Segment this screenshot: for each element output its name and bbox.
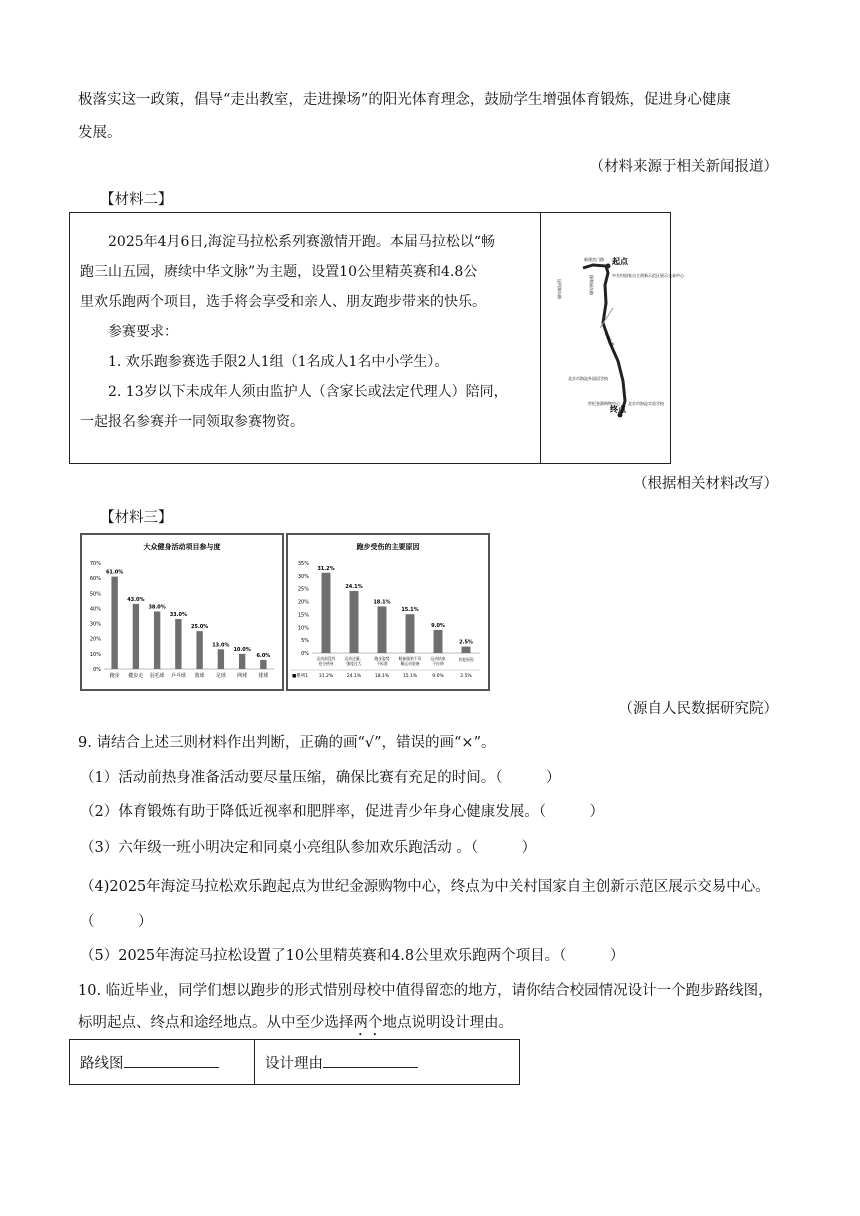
- y-tick-label: 0%: [93, 667, 101, 673]
- table-value: 2.5%: [460, 674, 472, 679]
- y-tick-label: 35%: [297, 561, 309, 567]
- x-tick-label: 运动过量、: [344, 656, 364, 661]
- x-tick-label: 足球: [215, 673, 226, 679]
- bar: [260, 660, 266, 669]
- x-tick-label: 跑步姿势: [374, 656, 390, 661]
- material3-tag: 【材料三】: [100, 510, 173, 526]
- x-tick-label-cont: 强度过大: [346, 661, 362, 666]
- y-tick-label: 5%: [301, 638, 309, 645]
- data-label: 13.0%: [212, 642, 230, 649]
- chart-participation-svg: [82, 535, 282, 689]
- reason-blank[interactable]: [323, 1053, 418, 1068]
- bar: [378, 606, 387, 653]
- data-label: 61.0%: [105, 569, 124, 576]
- q10-emphasis: 两个: [353, 1015, 383, 1031]
- y-tick-label: 60%: [89, 576, 101, 583]
- chart-injury: [286, 533, 490, 691]
- route-map: [548, 233, 684, 443]
- map-label-1: 颐和园东路: [589, 275, 594, 295]
- x-tick-label-cont: 充分热身: [318, 661, 334, 666]
- map-start: 起点: [612, 257, 628, 266]
- bar: [322, 573, 331, 653]
- data-label: 24.1%: [345, 584, 363, 591]
- y-tick-label: 10%: [297, 625, 309, 632]
- x-tick-label: 羽毛球: [149, 673, 165, 679]
- data-label: 9.0%: [431, 622, 445, 629]
- material2-box: [69, 212, 684, 464]
- data-label: 38.0%: [148, 604, 166, 611]
- data-label: 2.5%: [459, 639, 473, 646]
- series-label: ■系列1: [292, 674, 309, 679]
- bar: [175, 619, 181, 669]
- q10-line-1: 10. 临近毕业，同学们想以跑步的形式惜别母校中值得留恋的地方，请你结合校园情况设计一个跑步路线图，: [78, 983, 773, 999]
- route-blank[interactable]: [124, 1053, 219, 1068]
- x-tick-label: 鞋袜服装不穿: [398, 656, 422, 661]
- q9-item-5: （5）2025年海淀马拉松设置了10公里精英赛和4.8公里欢乐跑两个项目。（ ）: [80, 948, 625, 964]
- bar: [239, 654, 245, 669]
- map-start-place: 中关村国家自主创新示范区展示交易中心: [612, 273, 684, 278]
- reason-cell[interactable]: [255, 1040, 520, 1085]
- x-tick-label: 网球: [237, 673, 248, 679]
- x-tick-label: 健步走: [128, 673, 144, 679]
- y-tick-label: 20%: [89, 636, 101, 643]
- chart-title: 跑步受伤的主要原因: [356, 543, 420, 551]
- data-label: 18.1%: [373, 599, 391, 606]
- data-label: 31.2%: [317, 565, 335, 572]
- data-label: 33.0%: [169, 612, 188, 619]
- y-tick-label: 25%: [297, 586, 309, 593]
- table-value: 15.1%: [402, 674, 418, 679]
- q9-item-4-answer: （ ）: [80, 914, 153, 930]
- x-tick-label: 跑步: [109, 673, 120, 679]
- bar: [462, 647, 471, 653]
- bar: [350, 591, 359, 653]
- bar: [406, 614, 415, 653]
- bar: [111, 577, 117, 669]
- table-value: 9.0%: [432, 674, 444, 679]
- map-label-5: 北京市海淀外国语学校: [568, 376, 608, 381]
- x-tick-label: 篮球: [194, 673, 205, 679]
- x-tick-label: 其他原因: [458, 657, 474, 662]
- q10-line-2-pre: 标明起点、终点和途经地点。从中至少选择: [78, 1015, 354, 1031]
- q9-item-1: （1）活动前热身准备活动要尽量压缩，确保比赛有充足的时间。（ ）: [80, 770, 561, 786]
- chart-participation: [80, 533, 284, 691]
- bar: [196, 631, 202, 669]
- map-label-3: 万柳东路: [603, 331, 616, 348]
- map-label-2: 昆明湖东路: [557, 279, 562, 299]
- x-tick-label-cont: 不标准: [376, 661, 388, 666]
- m2-req1: 1. 欢乐跑参赛选手限2人1组（1名成人1名中小学生）。: [108, 354, 449, 370]
- y-tick-label: 30%: [297, 573, 309, 580]
- box-divider: [540, 213, 541, 463]
- y-tick-label: 15%: [297, 612, 309, 619]
- data-label: 10.0%: [233, 646, 251, 653]
- m2-req2a: 2. 13岁以下未成年人须由监护人（含家长或法定代理人）陪同，: [108, 384, 508, 400]
- table-value: 31.2%: [318, 674, 334, 679]
- q9-item-4: （4)2025年海淀马拉松欢乐跑起点为世纪金源购物中心，终点为中关村国家自主创新示范区展示交易中心。: [80, 879, 770, 895]
- bar: [434, 630, 443, 653]
- x-tick-label-cont: 不拉伸: [432, 661, 444, 666]
- map-end-place: 世纪金源购物中心: [588, 401, 620, 406]
- m2-req2b: 一起报名参赛并一同领取参赛物资。: [80, 414, 304, 430]
- data-label: 15.1%: [401, 607, 419, 614]
- q9-item-2: （2）体育锻炼有助于降低近视率和肥胖率，促进青少年身心健康发展。（ ）: [80, 804, 604, 820]
- intro-source: （材料来源于相关新闻报道）: [589, 159, 778, 175]
- m2-req-title: 参赛要求：: [108, 324, 178, 340]
- q10-line-2-post: 地点说明设计理由。: [382, 1015, 513, 1031]
- x-tick-label: 运动前没有: [316, 656, 336, 661]
- q10-line-2: [78, 1012, 513, 1039]
- m2-p1b: 跑三山五园，赓续中华文脉”为主题，设置10公里精英赛和4.8公: [80, 264, 478, 280]
- map-label-0: 新建宫门路: [584, 257, 604, 262]
- q9-item-3: （3）六年级一班小明决定和同桌小亮组队参加欢乐跑活动 。（ ）: [80, 840, 537, 856]
- route-cell[interactable]: [70, 1040, 255, 1085]
- data-label: 6.0%: [256, 652, 271, 659]
- y-tick-label: 70%: [89, 561, 101, 567]
- reason-label: 设计理由: [265, 1055, 323, 1072]
- x-tick-label: 排球: [258, 673, 269, 679]
- m2-p1a: 2025年4月6日,海淀马拉松系列赛激情开跑。本届马拉松以“畅: [108, 234, 496, 250]
- y-tick-label: 0%: [301, 651, 309, 657]
- intro-line-1: 极落实这一政策，倡导“走出教室，走进操场”的阳光体育理念，鼓励学生增强体育锻炼，促进身心健康: [78, 92, 731, 108]
- data-label: 43.0%: [127, 596, 145, 603]
- data-label: 25.0%: [190, 624, 209, 631]
- q9-stem: 9. 请结合上述三则材料作出判断，正确的画“√”，错误的画“×”。: [78, 735, 496, 751]
- x-tick-label-cont: 戴运动装备: [400, 661, 420, 666]
- y-tick-label: 50%: [89, 591, 101, 598]
- material3-source: （源自人民数据研究院）: [618, 701, 778, 717]
- bar: [218, 649, 224, 669]
- y-tick-label: 30%: [89, 621, 101, 628]
- m2-p1c: 里欢乐跑两个项目，选手将会享受和亲人、朋友跑步带来的快乐。: [80, 294, 486, 310]
- chart-injury-svg: [288, 535, 488, 689]
- material2-text: [80, 227, 535, 437]
- x-tick-label: 乒乓球: [170, 673, 186, 679]
- route-label: 路线图: [80, 1055, 124, 1072]
- material2-source: （根据相关材料改写）: [633, 476, 778, 492]
- intro-line-2: 发展。: [78, 125, 122, 141]
- table-value: 18.1%: [374, 674, 390, 679]
- start-marker: [606, 264, 611, 269]
- x-tick-label: 运动结束: [430, 656, 446, 661]
- bar: [154, 611, 160, 669]
- y-tick-label: 40%: [89, 606, 101, 613]
- table-value: 24.1%: [346, 674, 362, 679]
- material2-tag: 【材料二】: [100, 192, 173, 208]
- map-end: 终点: [610, 405, 626, 414]
- y-tick-label: 20%: [297, 599, 309, 606]
- chart-title: 大众健身活动项目参与度: [143, 543, 221, 551]
- bar: [133, 604, 139, 669]
- y-tick-label: 10%: [89, 651, 101, 658]
- answer-table: [69, 1039, 520, 1085]
- map-label-6: 北京市海淀实验学校: [628, 401, 664, 406]
